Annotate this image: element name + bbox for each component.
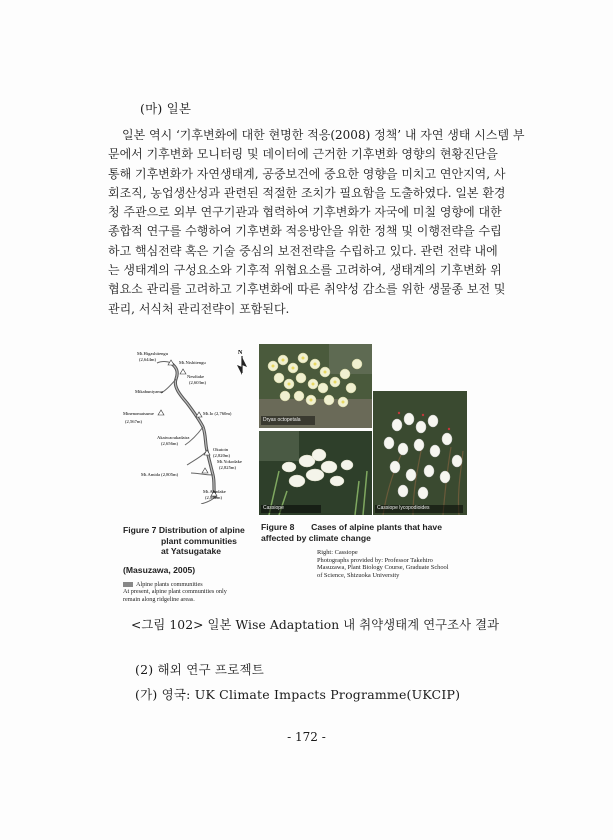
figure8-caption-line: affected by climate change — [261, 532, 371, 543]
map-label: (2,820m) — [213, 453, 230, 458]
spur-line — [187, 451, 207, 465]
paragraph-line: 는 생태계의 구성요소와 기후적 위협요소를 고려하여, 생태계의 기후변화 위 — [108, 263, 502, 278]
map-label: Mt.Io (2,760m) — [203, 411, 232, 416]
figure-block — [121, 341, 477, 608]
figure7-source: (Masuzawa, 2005) — [123, 565, 196, 575]
figure-caption: <그림 102> 일본 Wise Adaptation 내 취약생태계 연구조사 결과 — [131, 618, 500, 632]
figure8-note-line: Right: Cassiope — [317, 549, 358, 556]
paragraph-line: 통해 기후변화가 자연생태계, 공중보건에 중요한 영향을 미치고 연안지역, 사 — [108, 166, 506, 181]
paragraph-line: 일본 역시 ‘기후변화에 대한 현명한 적응(2008) 정책’ 내 자연 생태 시스템 부 — [122, 128, 525, 142]
paragraph-line: 관리, 서식처 관리전략이 포함된다. — [108, 301, 290, 316]
paragraph-line: 협요소 관리를 고려하고 기후변화에 따른 취약성 감소를 위한 생물종 보전 및 — [108, 282, 506, 297]
figure8-note-line: Photographs provided by: Professor Takehiro — [317, 556, 433, 564]
alpine-plant-photo — [373, 391, 467, 515]
figure8-note-line: Masuzawa, Plant Biology Course, Graduate School — [317, 564, 449, 572]
section-heading: (마) 일본 — [140, 101, 192, 116]
map-label: Nesdtake — [187, 374, 205, 379]
map-label: Mt.Amida (2,805m) — [141, 472, 179, 477]
map-label: Akaiwaoukadaira — [157, 435, 190, 440]
alpine-plant-photo — [259, 431, 372, 515]
photo-label: Dryas octopetala — [263, 417, 301, 423]
legend-label: Alpine plants communities — [136, 581, 203, 588]
paragraph-line: 문에서 기후변화 모니터링 및 데이터에 근거한 기후변화 영향의 현황진단을 — [108, 147, 498, 162]
peak-marker — [202, 468, 208, 473]
paragraph-line: 하고 핵심전략 혹은 기술 중심의 보전전략을 수립하고 있다. 관련 전략 내에 — [108, 243, 498, 258]
map-label: (2,644m) — [139, 357, 156, 362]
map-label: (2,825m) — [219, 465, 236, 470]
legend-swatch — [123, 582, 133, 587]
legend-note-line: At present, alpine plant communities only — [123, 588, 227, 596]
map-label: (2,899m) — [205, 495, 222, 500]
figure7-caption-line: at Yatsugatake — [161, 546, 222, 556]
figure8-note — [317, 549, 449, 579]
map-label: (2,656m) — [161, 441, 178, 446]
subsection-heading: (2) 해외 연구 프로젝트 — [135, 662, 265, 677]
page-number: - 172 - — [287, 730, 326, 744]
figure7-caption-line: Figure 7 Distribution of alpine — [123, 525, 245, 535]
map-label: (2,603m) — [189, 380, 206, 385]
figure8-caption — [261, 522, 442, 543]
alpine-plant-photo — [259, 344, 372, 428]
figure8-caption-line: Figure 8 Cases of alpine plants that have — [261, 522, 442, 532]
map-label: Mt.Nishitengu — [179, 360, 206, 365]
spur-line — [157, 362, 171, 364]
subsubsection-heading: (가) 영국: UK Climate Impacts Programme(UKCIP) — [135, 687, 461, 702]
spur-line — [161, 379, 176, 393]
map-label: Mt.Higashitengu — [137, 351, 169, 356]
north-arrow-icon — [234, 347, 254, 377]
body-paragraph — [108, 126, 525, 319]
map-label: (2,567m) — [125, 419, 142, 424]
map-label: Mt.Yokodake — [217, 459, 242, 464]
peak-marker — [158, 410, 164, 415]
photo-label: Cassiope — [263, 505, 284, 511]
map-label: Okutoin — [213, 447, 229, 452]
figure7-caption — [123, 525, 245, 557]
map-label: Mikabuniyama — [135, 389, 163, 394]
legend-note-line: remain along ridgeline areas. — [123, 595, 195, 603]
map-label: Minenomatsume — [123, 411, 154, 416]
figure8-note-line: of Science, Shizuoka University — [317, 571, 400, 579]
map-label: Mt.Akadake — [203, 489, 226, 494]
figure7-legend — [123, 581, 227, 603]
photo-label: Cassiope lycopodioides — [377, 505, 430, 511]
north-label: N — [238, 350, 243, 356]
figure7-caption-line: plant communities — [161, 535, 237, 546]
paragraph-line: 종합적 연구를 수행하여 기후변화 적응방안을 위한 정책 및 이행전략을 수립 — [108, 224, 502, 239]
paragraph-line: 청 주관으로 외부 연구기관과 협력하여 기후변화가 자국에 미칠 영향에 대한 — [108, 205, 502, 220]
paragraph-line: 회조직, 농업생산성과 관련된 적절한 조치가 필요함을 도출하였다. 일본 환경 — [108, 185, 506, 200]
peak-marker — [180, 369, 186, 374]
